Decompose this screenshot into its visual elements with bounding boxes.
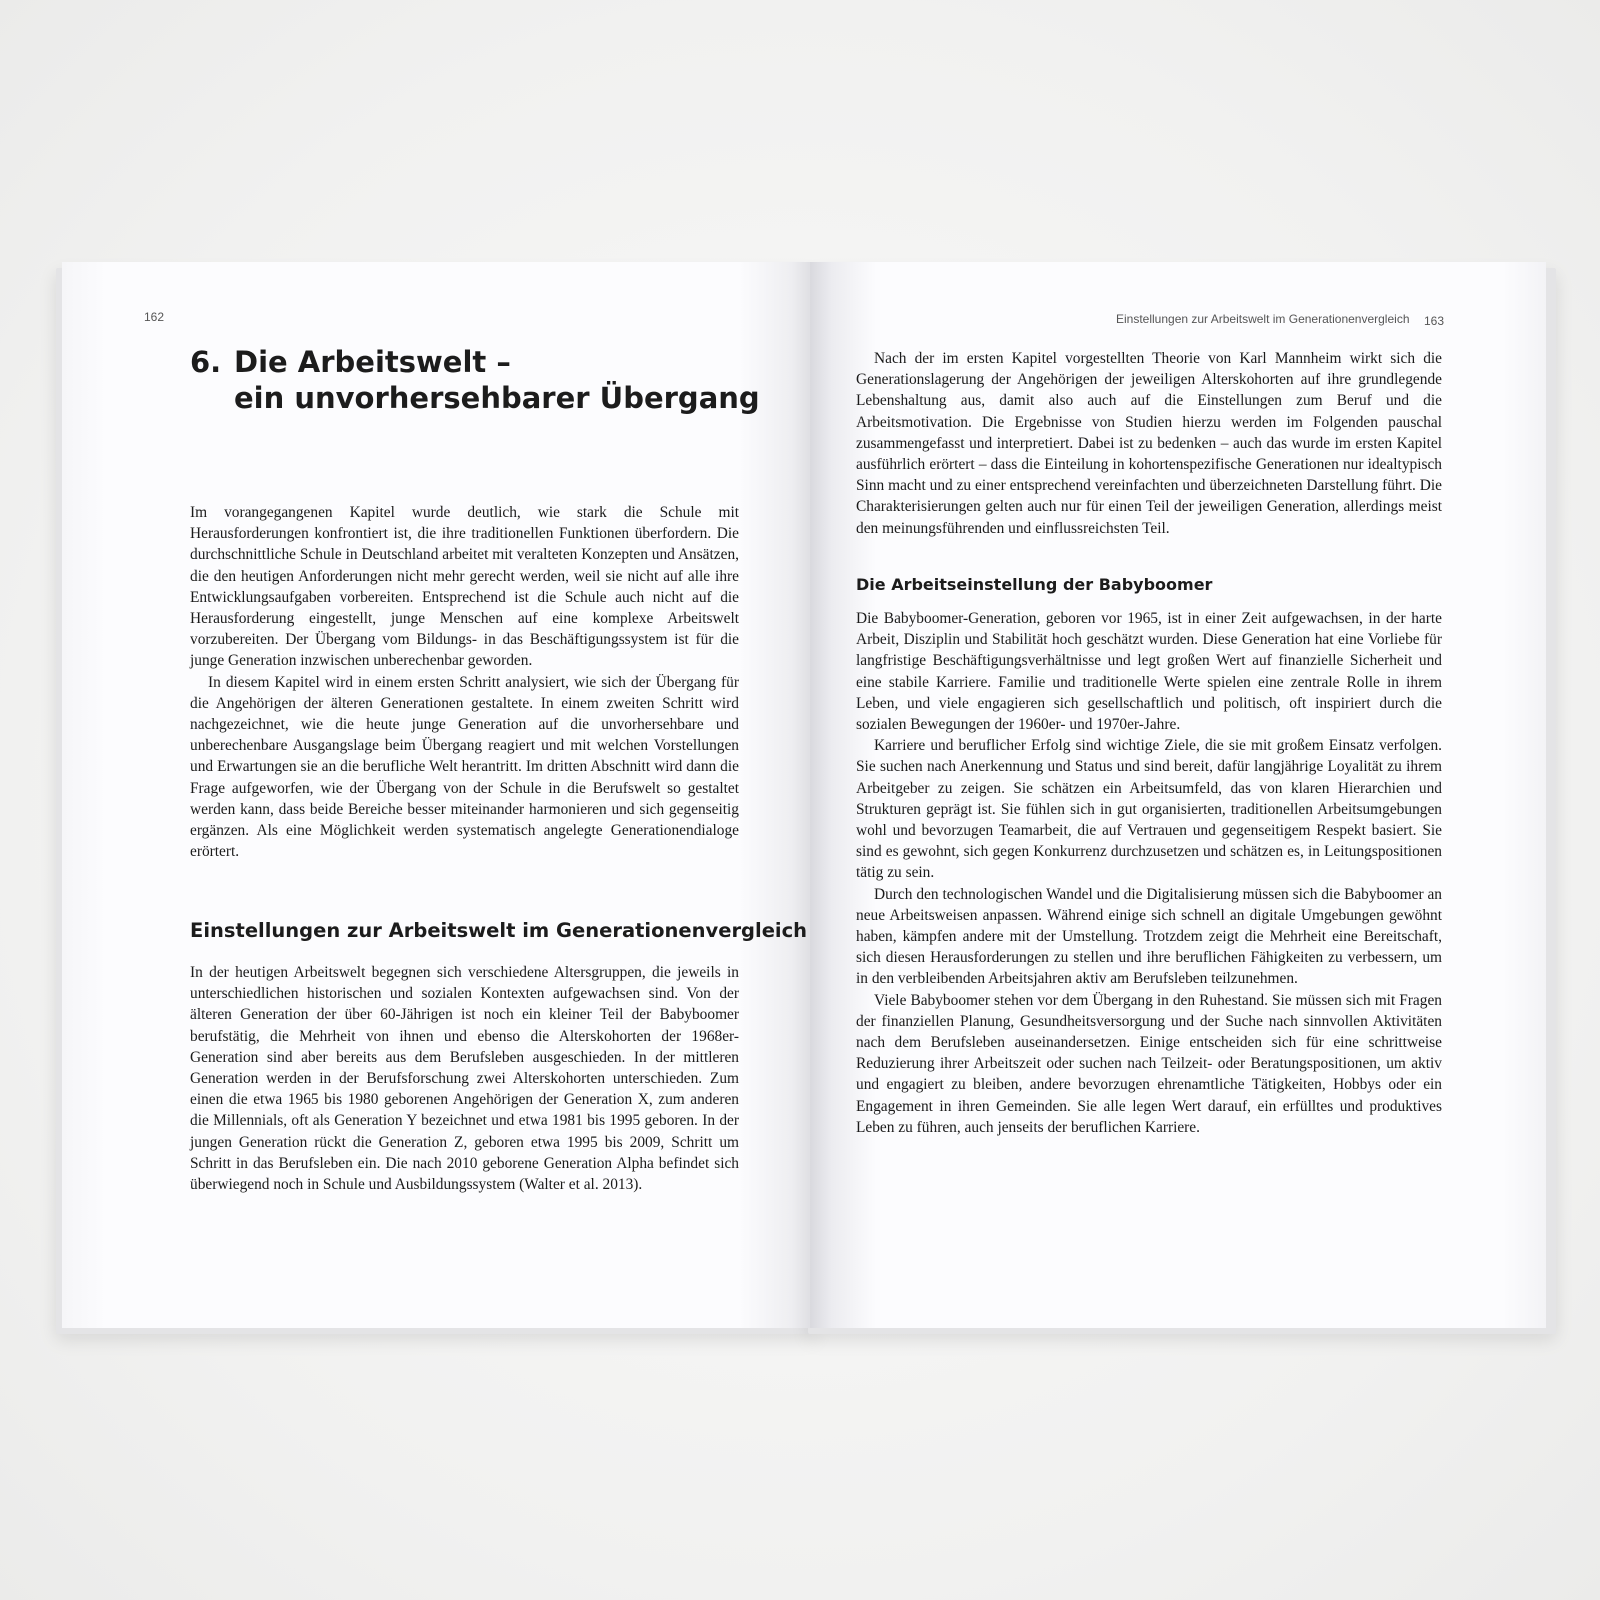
subsection-text [856,608,1442,1138]
paragraph: Die Babyboomer-Generation, geboren vor 1965, ist in einer Zeit aufgewachsen, in der harte Arbeit, Disziplin und Stabilität hoch geschätzt wurden. Diese Generation hat eine Vorliebe für langfristige Beschäftigungsverhältnisse und legt großen Wert auf finanzielle Sicherheit und eine stabile Karriere. Familie und traditionelle Werte spielen eine zentrale Rolle in ihrem Leben, und viele engagieren sich gesellschaftlich und politisch, oft inspiriert durch die sozialen Bewegungen der 1960er- und 1970er-Jahre. [856,610,1442,734]
intro-text-right [856,348,1442,539]
paragraph: Viele Babyboomer stehen vor dem Übergang in den Ruhestand. Sie müssen sich mit Fragen der finanziellen Planung, Gesundheitsversorgung und der Suche nach sinnvollen Aktivitäten nach dem Berufsleben auseinandersetzen. Einige entscheiden sich für eine schrittweise Reduzierung ihrer Arbeitszeit oder suchen nach Teilzeit- oder Beratungspositionen, um aktiv und engagiert zu bleiben, andere bevorzugen ehrenamtliche Tätigkeiten, Hobbys oder ein Engagement in ihren Gemeinden. Sie alle legen Wert darauf, ein erfülltes und produktives Leben zu führen, auch jenseits der beruflichen Karriere. [856,991,1442,1136]
paragraph: Im vorangegangenen Kapitel wurde deutlich, wie stark die Schule mit Herausforderungen konfrontiert ist, die ihre traditionellen Funktionen überfordern. Die durchschnittliche Schule in Deutschland arbeitet mit veralteten Konzepten und Ansätzen, die den heutigen Anforderungen nicht mehr gerecht werden, weil sie nicht auf alle ihre Entwicklungsaufgaben vorbereiten. Entsprechend ist die Schule auch nicht auf die Herausforderung eingestellt, junge Menschen auf eine komplexe Arbeitswelt vorzubereiten. Der Übergang vom Bildungs- in das Beschäftigungssystem ist für die junge Generation inzwischen unberechenbar geworden. [190,504,739,670]
paragraph: Durch den technologischen Wandel und die Digitalisierung müssen sich die Babyboomer an neue Arbeitsweisen anpassen. Während einige sich schnell an digitale Umgebungen gewöhnt haben, kämpfen andere mit der Umstellung. Trotzdem zeigt die Mehrheit eine Bereitschaft, sich diesen Herausforderungen zu stellen und ihre beruflichen Fähigkeiten zu verbessern, um in den verbleibenden Arbeitsjahren aktiv am Berufsleben teilzunehmen. [856,885,1442,988]
chapter-title-line-2: ein unvorhersehbarer Übergang [234,381,760,415]
right-page [810,262,1546,1328]
section-text [190,962,739,1195]
paragraph: Nach der im ersten Kapitel vorgestellten Theorie von Karl Mannheim wirkt sich die Generationslagerung der Angehörigen der jeweiligen Alterskohorten auf ihre grundlegende Lebenshaltung aus, damit also auch auf die Einstellungen zum Beruf und die Arbeitsmotivation. Die Ergebnisse von Studien hierzu werden im Folgenden pauschal zusammengefasst und interpretiert. Dabei ist zu bedenken – auch das wurde im ersten Kapitel ausführlich erörtert – dass die Einteilung in kohortenspezifische Generationen nur idealtypisch Sinn macht und zu einer entsprechend vereinfachten und überzeichneten Darstellung führt. Die Charakterisierungen gelten auch nur für einen Teil der jeweiligen Generation, allerdings meist den meinungsführenden und einflussreichsten Teil. [856,350,1442,537]
section-heading: Einstellungen zur Arbeitswelt im Generationenvergleich [190,919,808,942]
paragraph: Karriere und beruflicher Erfolg sind wichtige Ziele, die sie mit großem Einsatz verfolgen. Sie suchen nach Anerkennung und Status und sind bereit, dafür langjährige Loyalität zu ihrem Arbeitgeber zu zeigen. Sie schätzen ein Arbeitsumfeld, das von klaren Hierarchien und Strukturen geprägt ist. Sie fühlen sich in gut organisierten, traditionellen Arbeitsumgebungen wohl und bevorzugen Teamarbeit, die auf Vertrauen und gegenseitigem Respekt basiert. Sie sind es gewohnt, sich gegen Konkurrenz durchzusetzen und schätzen es, in Leitungspositionen tätig zu sein. [856,737,1442,882]
subheading: Die Arbeitseinstellung der Babyboomer [856,575,1213,594]
paragraph: In der heutigen Arbeitswelt begegnen sich verschiedene Altersgruppen, die jeweils in unterschiedlichen historischen und sozialen Kontexten aufgewachsen sind. Von der älteren Generation der über 60-Jährigen ist noch ein kleiner Teil der Babyboomer berufstätig, die Mehrheit von ihnen und ebenso die Alterskohorten der 1968er-Generation sind aber bereits aus dem Berufsleben ausgeschieden. In der mittleren Generation werden in der Berufsforschung zwei Alterskohorten unterschieden. Zum einen die etwa 1965 bis 1980 geborenen Angehörigen der Generation X, zum anderen die Millennials, oft als Generation Y bezeichnet und etwa 1981 bis 1995 geboren. In der jungen Generation rückt die Generation Z, geboren etwa 1995 bis 2009, Schritt um Schritt in das Berufsleben ein. Die nach 2010 geborene Generation Alpha befindet sich überwiegend noch in Schule und Ausbildungssystem (Walter et al. 2013). [190,964,739,1194]
chapter-title [190,344,760,416]
paragraph: In diesem Kapitel wird in einem ersten Schritt analysiert, wie sich der Übergang für die Angehörigen der älteren Generationen gestaltete. In einem zweiten Schritt wird nachgezeichnet, wie die heute junge Generation auf die unvorhersehbare und unberechenbare Ausgangslage beim Übergang reagiert und mit welchen Vorstellungen und Erwartungen sie an die berufliche Welt herantritt. Im dritten Abschnitt wird dann die Frage aufgeworfen, wie der Übergang von der Schule in die Berufswelt so gestaltet werden kann, dass beide Bereiche besser miteinander harmonieren und sich gegenseitig ergänzen. Als eine Möglichkeit werden systematisch angelegte Generationendialoge erörtert. [190,673,739,861]
running-head: Einstellungen zur Arbeitswelt im Generationenvergleich [1116,312,1410,326]
page-number-right: 163 [1424,314,1445,328]
chapter-title-line-1: Die Arbeitswelt – [234,345,511,379]
page-number-left: 162 [144,310,165,324]
chapter-number: 6. [190,345,222,379]
left-page [62,262,814,1328]
intro-text [190,502,739,862]
